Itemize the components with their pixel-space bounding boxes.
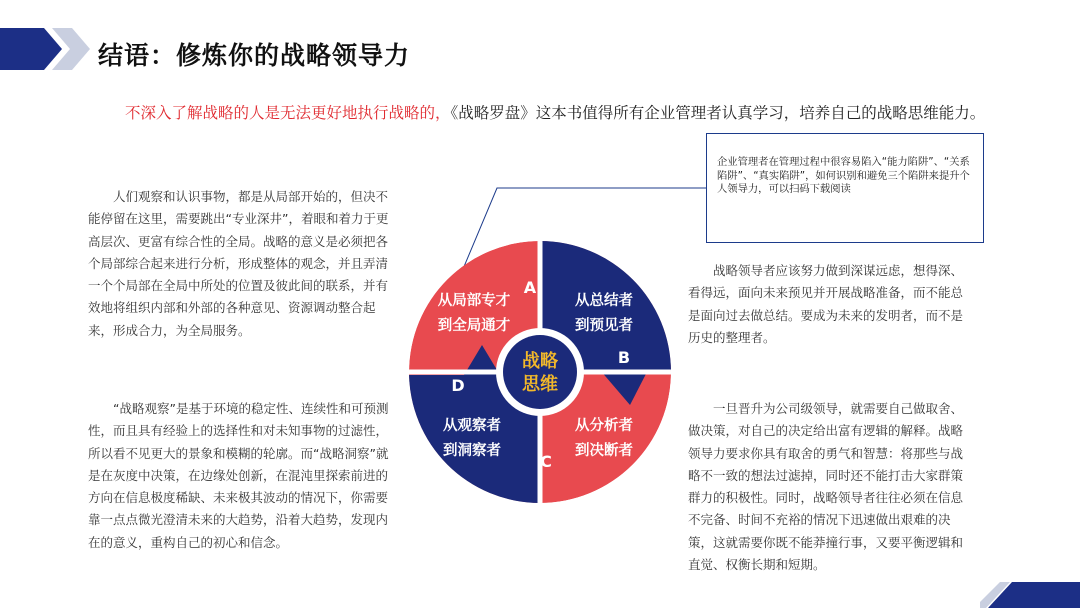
quadrant-d-line2: 到洞察者 bbox=[443, 443, 501, 459]
subtitle-highlight: 不深入了解战略的人是无法更好地执行战略的， bbox=[125, 104, 451, 122]
subtitle-text: 《战略罗盘》这本书值得所有企业管理者认真学习，培养自己的战略思维能力。 bbox=[450, 104, 986, 122]
paragraph-global-view: 人们观察和认识事物，都是从局部开始的，但决不能停留在这里，需要跳出“专业深井”，着眼和着力于更 高层次、更富有综合性的全局。战略的意义是必须把各 个局部综合起来进行分析，形成整体的观念，并且弄清 一个个局部在全局中所处的位置及彼此间的联系，并有 效地将组织内部和外部的各种意见、资源调动整合起来，形成合力，为全局服务。 bbox=[88, 189, 401, 338]
callout-box: 企业管理者在管理过程中很容易陷入“能力陷阱”、“关系陷阱”、“真实陷阱”，如何识别和避免三个陷阱来提升个人领导力，可以扫码下载阅读 bbox=[706, 133, 984, 243]
quadrant-b-line1: 从总结者 bbox=[575, 293, 633, 309]
quadrant-c-letter: C bbox=[540, 452, 552, 471]
center-circle bbox=[503, 335, 577, 409]
quadrant-d-letter: D bbox=[451, 376, 465, 395]
quadrant-b-letter: B bbox=[617, 348, 631, 367]
center-label-line1: 战略 bbox=[522, 351, 558, 372]
paragraph-insight: “战略观察”是基于环境的稳定性、连续性和可预测性，而且具有经验上的选择性和对未知事物的过滤性，所以看不见更大的景象和模糊的轮廓。而“战略洞察”就是在灰度中决策，在边缘处创新，在混沌里探索前进的方向在信息极度稀缺、未来极其波动的情况下，你需要靠一点点微光澄清未来的大趋势，沿着大趋势，发现内在的意义，重构自己的初心和信念。 bbox=[88, 401, 389, 550]
quadrant-a-line1: 从局部专才 bbox=[437, 293, 511, 309]
quadrant-a-line2: 到全局通才 bbox=[437, 318, 511, 334]
quadrant-a-letter: A bbox=[523, 278, 537, 297]
quadrant-c-line1: 从分析者 bbox=[575, 418, 633, 434]
quadrant-b-line2: 到预见者 bbox=[575, 318, 633, 334]
quadrant-c-line2: 到决断者 bbox=[575, 443, 633, 459]
center-label-line2: 思维 bbox=[522, 374, 558, 395]
page-title: 结语：修炼你的战略领导力 bbox=[98, 41, 411, 70]
paragraph-decision: 一旦晋升为公司级领导，就需要自己做取舍、做决策，对自己的决定给出富有逻辑的解释。战略领导力要求你具有取舍的勇气和智慧：将那些与战略不一致的想法过滤掉，同时还不能打击大家群策群力的积极性。同时，战略领导者往往必须在信息不完备、时间不充裕的情况下迅速做出艰难的决策，这就需要你既不能莽撞行事，又要平衡逻辑和直觉、权衡长期和短期。 bbox=[688, 401, 964, 573]
quadrant-d-line1: 从观察者 bbox=[443, 418, 501, 434]
strategy-wheel-diagram bbox=[400, 185, 680, 515]
paragraph-foresight: 战略领导者应该努力做到深谋远虑，想得深、看得远，面向未来预见并开展战略准备，而不能总是面向过去做总结。要成为未来的发明者，而不是历史的整理者。 bbox=[688, 263, 964, 345]
